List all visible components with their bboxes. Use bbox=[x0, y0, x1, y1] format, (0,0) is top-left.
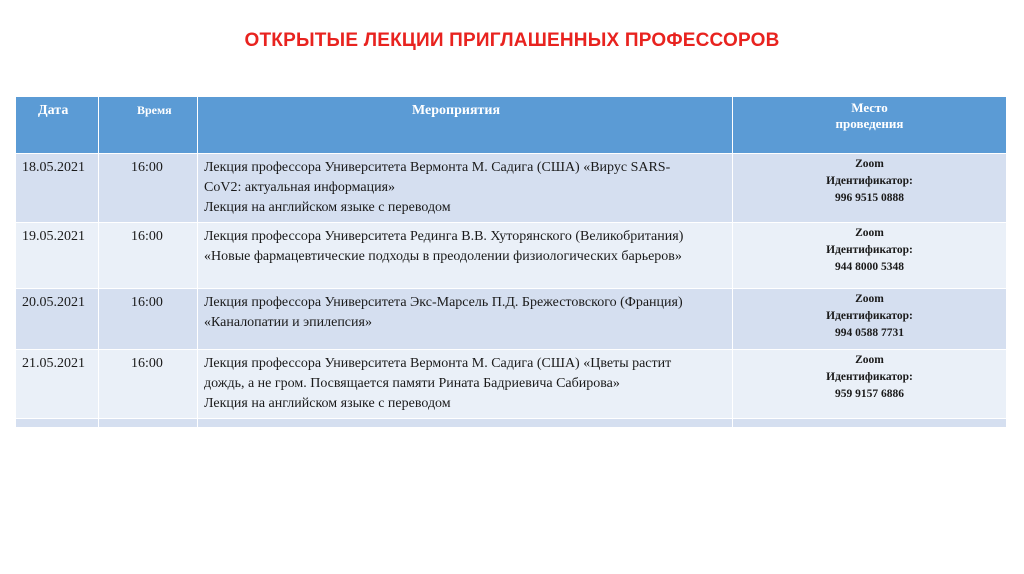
place-id: 994 0588 7731 bbox=[835, 327, 904, 339]
place-id: 959 9157 6886 bbox=[835, 388, 904, 400]
table-row bbox=[16, 289, 1007, 350]
event-line: Лекция на английском языке с переводом bbox=[204, 396, 451, 411]
header-place-line1: Место bbox=[851, 100, 888, 115]
empty-cell bbox=[16, 419, 99, 428]
header-place bbox=[733, 97, 1007, 154]
table-row bbox=[16, 350, 1007, 419]
place-platform: Zoom bbox=[855, 158, 884, 170]
cell-event bbox=[198, 223, 733, 289]
place-label: Идентификатор: bbox=[826, 244, 913, 256]
header-event: Мероприятия bbox=[198, 97, 733, 154]
empty-cell bbox=[99, 419, 198, 428]
table-row-empty bbox=[16, 419, 1007, 428]
place-id: 996 9515 0888 bbox=[835, 192, 904, 204]
table-row bbox=[16, 223, 1007, 289]
cell-date: 19.05.2021 bbox=[16, 223, 99, 289]
place-label: Идентификатор: bbox=[826, 175, 913, 187]
table-row bbox=[16, 154, 1007, 223]
place-label: Идентификатор: bbox=[826, 371, 913, 383]
cell-event bbox=[198, 289, 733, 350]
cell-date: 21.05.2021 bbox=[16, 350, 99, 419]
cell-date: 20.05.2021 bbox=[16, 289, 99, 350]
event-line: дождь, а не гром. Посвящается памяти Рината Бадриевича Сабирова» bbox=[204, 376, 620, 391]
cell-place bbox=[733, 223, 1007, 289]
cell-time: 16:00 bbox=[99, 289, 198, 350]
cell-event bbox=[198, 350, 733, 419]
table-header-row bbox=[16, 97, 1007, 154]
event-line: Лекция на английском языке с переводом bbox=[204, 200, 451, 215]
place-id: 944 8000 5348 bbox=[835, 261, 904, 273]
place-label: Идентификатор: bbox=[826, 310, 913, 322]
event-line: «Каналопатии и эпилепсия» bbox=[204, 315, 372, 330]
event-line: Лекция профессора Университета Экс-Марсель П.Д. Брежестовского (Франция) bbox=[204, 295, 683, 310]
cell-time: 16:00 bbox=[99, 223, 198, 289]
cell-place bbox=[733, 350, 1007, 419]
event-line: Лекция профессора Университета Вермонта М. Садига (США) «Цветы растит bbox=[204, 356, 672, 371]
cell-place bbox=[733, 289, 1007, 350]
place-platform: Zoom bbox=[855, 293, 884, 305]
header-date: Дата bbox=[16, 97, 99, 154]
header-place-line2: проведения bbox=[835, 116, 904, 131]
event-line: «Новые фармацевтические подходы в преодолении физиологических барьеров» bbox=[204, 249, 682, 264]
cell-date: 18.05.2021 bbox=[16, 154, 99, 223]
event-line: CoV2: актуальная информация» bbox=[204, 180, 396, 195]
empty-cell bbox=[733, 419, 1007, 428]
event-line: Лекция профессора Университета Вермонта М. Садига (США) «Вирус SARS- bbox=[204, 160, 671, 175]
lectures-table bbox=[15, 96, 1007, 428]
page-title: ОТКРЫТЫЕ ЛЕКЦИИ ПРИГЛАШЕННЫХ ПРОФЕССОРОВ bbox=[244, 30, 780, 51]
empty-cell bbox=[198, 419, 733, 428]
cell-time: 16:00 bbox=[99, 350, 198, 419]
cell-time: 16:00 bbox=[99, 154, 198, 223]
cell-event bbox=[198, 154, 733, 223]
cell-place bbox=[733, 154, 1007, 223]
header-time: Время bbox=[99, 97, 198, 154]
event-line: Лекция профессора Университета Рединга В.В. Хуторянского (Великобритания) bbox=[204, 229, 684, 244]
place-platform: Zoom bbox=[855, 227, 884, 239]
place-platform: Zoom bbox=[855, 354, 884, 366]
